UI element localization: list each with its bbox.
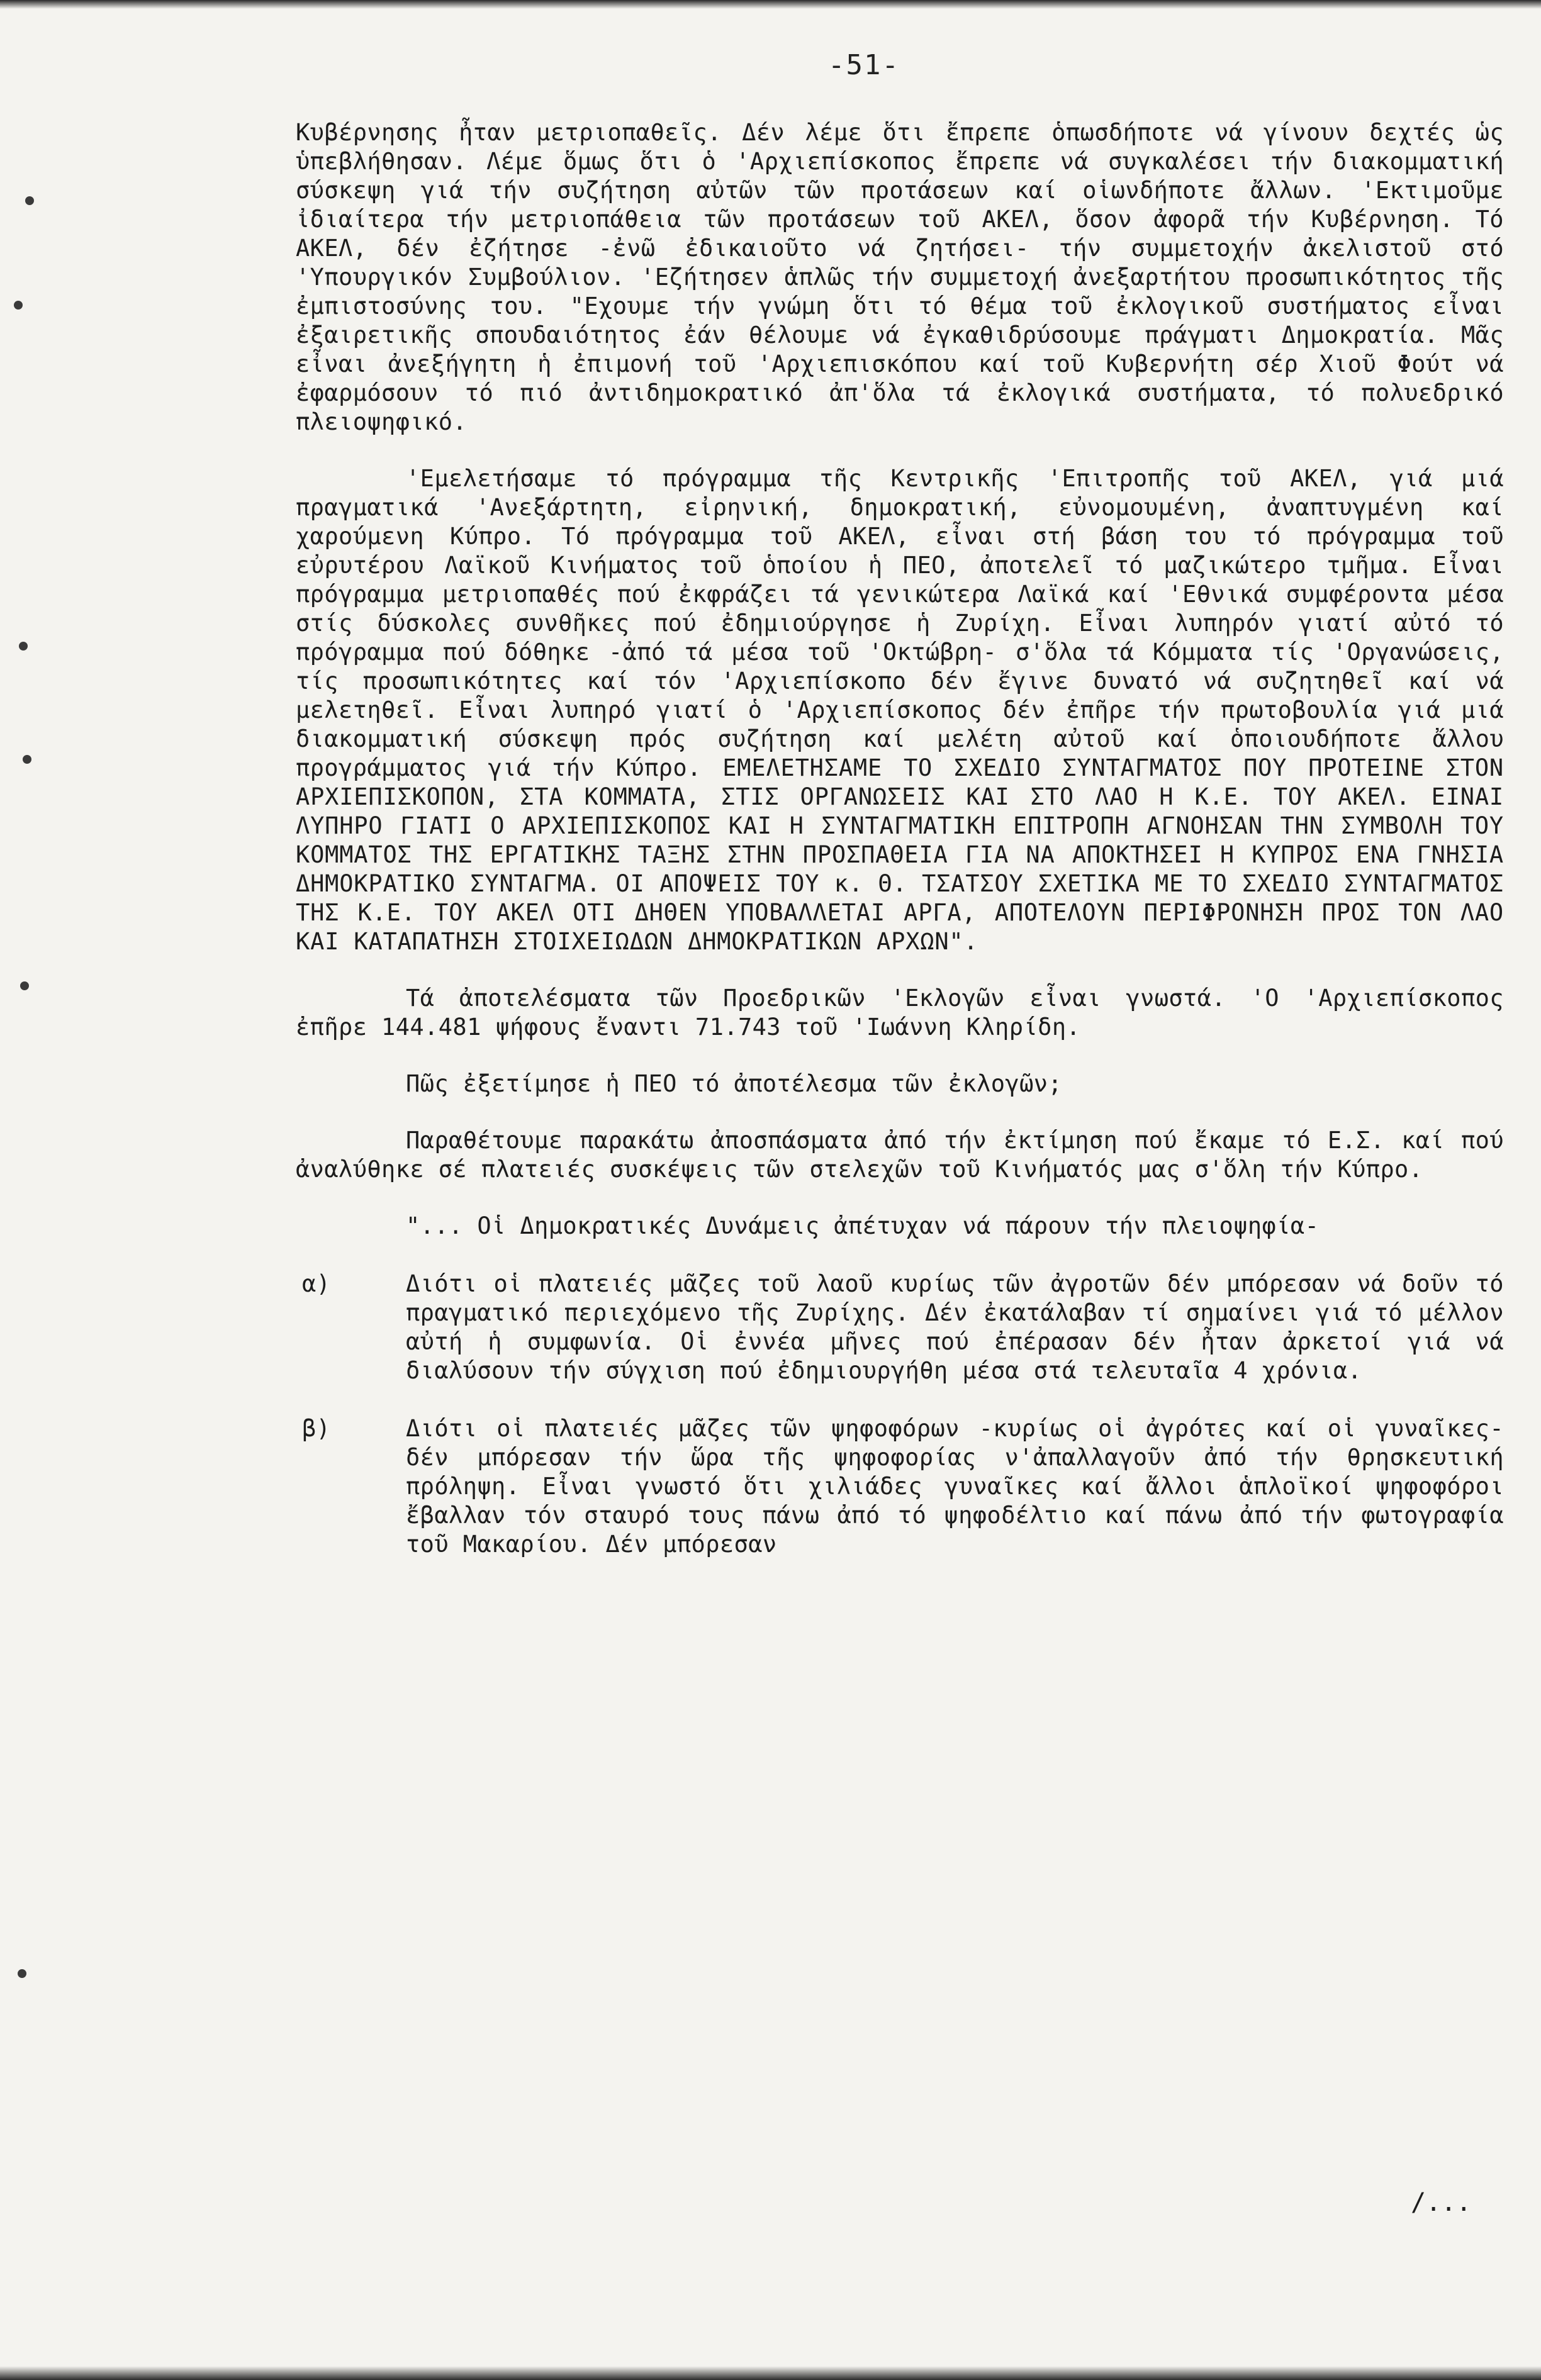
document-body (296, 118, 1504, 1559)
page-number: -51- (828, 49, 900, 81)
paragraph-3: Τά ἀποτελέσματα τῶν Προεδρικῶν 'Εκλογῶν εἶναι γνωστά. 'Ο 'Αρχιεπίσκοπος ἐπῆρε 144.481 ψήφους ἔναντι 71.743 τοῦ 'Ιωάννη Κληρίδη. (296, 985, 1504, 1041)
punch-hole-mark (18, 1969, 26, 1978)
continuation-mark: /... (1411, 2188, 1472, 2217)
list-item-text: Διότι οἱ πλατειές μᾶζες τοῦ λαοῦ κυρίως τῶν ἀγροτῶν δέν μπόρεσαν νά δοῦν τό πραγματικό περιεχόμενο τῆς Ζυρίχης. Δέν ἐκατάλαβαν τί σημαίνει γιά τό μέλλον αὐτή ἡ συμφωνία. Οἱ ἐννέα μῆνες πού ἐπέρασαν δέν ἦταν ἀρκετοί γιά νά διαλύσουν τήν σύγχιση πού ἐδημιουργήθη μέσα στά τελευταῖα 4 χρόνια. (406, 1270, 1504, 1384)
paragraph-5: Παραθέτουμε παρακάτω ἀποσπάσματα ἀπό τήν ἐκτίμηση πού ἔκαμε τό Ε.Σ. καί πού ἀναλύθηκε σέ πλατειές συσκέψεις τῶν στελεχῶν τοῦ Κινήματός μας σ'ὅλη τήν Κύπρο. (296, 1127, 1504, 1183)
paragraph-4: Πῶς ἐξετίμησε ἡ ΠΕΟ τό ἀποτέλεσμα τῶν ἐκλογῶν; (406, 1070, 1063, 1097)
paragraph-2 (296, 464, 1504, 956)
punch-hole-mark (23, 755, 31, 764)
list-item (296, 1414, 1504, 1559)
scan-edge-top (0, 0, 1541, 9)
punch-hole-mark (20, 981, 29, 990)
list-marker: β) (302, 1415, 331, 1442)
paragraph-2-text: 'Εμελετήσαμε τό πρόγραμμα τῆς Κεντρικῆς 'Επιτροπῆς τοῦ ΑΚΕΛ, γιά μιά πραγματικά 'Ανεξάρτητη, εἰρηνική, δημοκρατική, εὐνομουμένη, ἀναπτυγμένη καί χαρούμενη Κύπρο. Τό πρόγραμμα τοῦ ΑΚΕΛ, εἶναι στή βάση του τό πρόγραμμα τοῦ εὐρυτέρου Λαϊκοῦ Κινήματος τοῦ ὁποίου ἡ ΠΕΟ, ἀποτελεῖ τό μαζικώτερο τμῆμα. Εἶναι πρόγραμμα μετριοπαθές πού ἐκφράζει τά γενικώτερα Λαϊκά καί 'Εθνικά συμφέροντα μέσα στίς δύσκολες συνθῆκες πού ἐδημιούργησε ἡ Ζυρίχη. Εἶναι λυπηρόν γιατί αὐτό τό πρόγραμμα πού δόθηκε -ἀπό τά μέσα τοῦ 'Οκτώβρη- σ'ὅλα τά Κόμματα τίς 'Οργανώσεις, τίς προσωπικότητες καί τόν 'Αρχιεπίσκοπο δέν ἔγινε δυνατό νά συζητηθεῖ καί νά μελετηθεῖ. Εἶναι λυπηρό γιατί ὁ 'Αρχιεπίσκοπος δέν ἐπῆρε τήν πρωτοβουλία γιά μιά διακομματική σύσκεψη πρός συζήτηση καί μελέτη αὐτοῦ καί ὁποιουδήποτε ἄλλου προγράμματος γιά τήν Κύπρο. (296, 465, 1504, 781)
list-item (296, 1270, 1504, 1385)
list-item-text: Διότι οἱ πλατειές μᾶζες τῶν ψηφοφόρων -κυρίως οἱ ἀγρότες καί οἱ γυναῖκες- δέν μπόρεσαν τήν ὥρα τῆς ψηφοφορίας ν'ἀπαλλαγοῦν ἀπό τήν θρησκευτική πρόληψη. Εἶναι γνωστό ὅτι χιλιάδες γυναῖκες καί ἄλλοι ἁπλοϊκοί ψηφοφόροι ἔβαλλαν τόν σταυρό τους πάνω ἀπό τό ψηφοδέλτιο καί πάνω ἀπό τήν φωτογραφία τοῦ Μακαρίου. Δέν μπόρεσαν (406, 1415, 1504, 1558)
paragraph-1: Κυβέρνησης ἦταν μετριοπαθεῖς. Δέν λέμε ὅτι ἔπρεπε ὁπωσδήποτε νά γίνουν δεχτές ὡς ὑπεβλήθησαν. Λέμε ὅμως ὅτι ὁ 'Αρχιεπίσκοπος ἔπρεπε νά συγκαλέσει τήν διακομματική σύσκεψη γιά τήν συζήτηση αὐτῶν τῶν προτάσεων καί οἱωνδήποτε ἄλλων. 'Εκτιμοῦμε ἰδιαίτερα τήν μετριοπάθεια τῶν προτάσεων τοῦ ΑΚΕΛ, ὅσον ἀφορᾶ τήν Κυβέρνηση. Τό ΑΚΕΛ, δέν ἐζήτησε -ἐνῶ ἐδικαιοῦτο νά ζητήσει- τήν συμμετοχήν ἀκελιστοῦ στό 'Υπουργικόν Συμβούλιον. 'Εζήτησεν ἁπλῶς τήν συμμετοχή ἀνεξαρτήτου προσωπικότητος τῆς ἐμπιστοσύνης του. "Εχουμε τήν γνώμη ὅτι τό θέμα τοῦ ἐκλογικοῦ συστήματος εἶναι ἐξαιρετικῆς σπουδαιότητος ἐάν θέλουμε νά ἐγκαθιδρύσουμε πράγματι Δημοκρατία. Μᾶς εἶναι ἀνεξήγητη ἡ ἐπιμονή τοῦ 'Αρχιεπισκόπου καί τοῦ Κυβερνήτη σέρ Χιοῦ Φούτ νά ἐφαρμόσουν τό πιό ἀντιδημοκρατικό ἀπ'ὅλα τά ἐκλογικά συστήματα, τό πολυεδρικό πλειοψηφικό. (296, 119, 1504, 435)
punch-hole-mark (25, 196, 34, 205)
punch-hole-mark (14, 301, 23, 310)
list-marker: α) (302, 1270, 331, 1297)
paragraph-6: "... Οἱ Δημοκρατικές Δυνάμεις ἀπέτυχαν νά πάρουν τήν πλειοψηφία- (406, 1212, 1320, 1239)
paragraph-2-caps-quote: ΕΜΕΛΕΤΗΣΑΜΕ ΤΟ ΣΧΕΔΙΟ ΣΥΝΤΑΓΜΑΤΟΣ ΠΟΥ ΠΡΟΤΕΙΝΕ ΣΤΟΝ ΑΡΧΙΕΠΙΣΚΟΠΟΝ, ΣΤΑ ΚΟΜΜΑΤΑ, ΣΤΙΣ ΟΡΓΑΝΩΣΕΙΣ ΚΑΙ ΣΤΟ ΛΑΟ Η Κ.Ε. ΤΟΥ ΑΚΕΛ. ΕΙΝΑΙ ΛΥΠΗΡΟ ΓΙΑΤΙ Ο ΑΡΧΙΕΠΙΣΚΟΠΟΣ ΚΑΙ Η ΣΥΝΤΑΓΜΑΤΙΚΗ ΕΠΙΤΡΟΠΗ ΑΓΝΟΗΣΑΝ ΤΗΝ ΣΥΜΒΟΛΗ ΤΟΥ ΚΟΜΜΑΤΟΣ ΤΗΣ ΕΡΓΑΤΙΚΗΣ ΤΑΞΗΣ ΣΤΗΝ ΠΡΟΣΠΑΘΕΙΑ ΓΙΑ ΝΑ ΑΠΟΚΤΗΣΕΙ Η ΚΥΠΡΟΣ ΕΝΑ ΓΝΗΣΙΑ ΔΗΜΟΚΡΑΤΙΚΟ ΣΥΝΤΑΓΜΑ. ΟΙ ΑΠΟΨΕΙΣ ΤΟΥ κ. Θ. ΤΣΑΤΣΟΥ ΣΧΕΤΙΚΑ ΜΕ ΤΟ ΣΧΕΔΙΟ ΣΥΝΤΑΓΜΑΤΟΣ ΤΗΣ Κ.Ε. ΤΟΥ ΑΚΕΛ ΟΤΙ ΔΗΘΕΝ ΥΠΟΒΑΛΛΕΤΑΙ ΑΡΓΑ, ΑΠΟΤΕΛΟΥΝ ΠΕΡΙΦΡΟΝΗΣΗ ΠΡΟΣ ΤΟΝ ΛΑΟ ΚΑΙ ΚΑΤΑΠΑΤΗΣΗ ΣΤΟΙΧΕΙΩΔΩΝ ΔΗΜΟΚΡΑΤΙΚΩΝ ΑΡΧΩΝ". (296, 754, 1505, 955)
punch-hole-mark (19, 642, 28, 651)
scan-edge-bottom (0, 2366, 1541, 2380)
